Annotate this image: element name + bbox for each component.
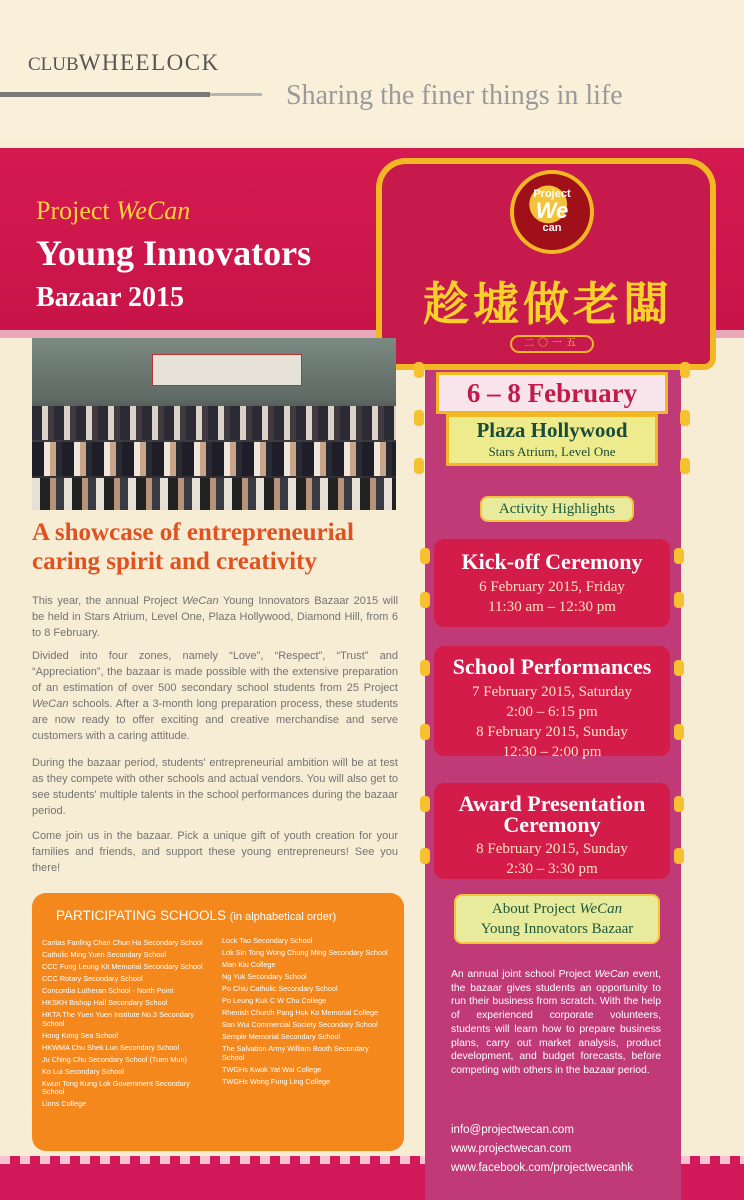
lamp-decoration: [414, 410, 424, 426]
event-time: 2:30 – 3:30 pm: [506, 861, 598, 877]
lamp-decoration: [674, 796, 684, 812]
chinese-title: 趁墟做老闆: [423, 277, 673, 331]
school-item: Kwun Tong Kung Lok Government Secondary School: [42, 1078, 190, 1096]
school-item: Man Kiu College: [222, 960, 276, 969]
school-item: Rhenish Church Pang Hok Ko Memorial College: [222, 1008, 379, 1017]
event-performances: [434, 646, 670, 760]
logo-we: We: [535, 198, 569, 223]
school-item: TWGHs Wong Fung Ling College: [222, 1076, 331, 1086]
project-prefix: Project: [36, 196, 117, 225]
lamp-decoration: [414, 458, 424, 474]
activity-highlights-label: Activity Highlights: [480, 496, 634, 522]
brand-wheelock: WHEELOCK: [78, 50, 220, 75]
school-item: Ju Ching Chu Secondary School (Tuen Mun): [42, 1054, 187, 1064]
project-label: [36, 196, 190, 226]
school-item: CCC Fung Leung Kit Memorial Secondary School: [42, 962, 203, 971]
school-item: Ko Lui Secondary School: [42, 1066, 124, 1076]
event-title: Award Presentation: [458, 791, 646, 816]
lamp-decoration: [680, 458, 690, 474]
school-item: Semple Memorial Secondary School: [222, 1032, 341, 1041]
schools-list-left: [42, 939, 210, 1112]
article-paragraph: During the bazaar period, students' entrepreneurial ambition will be at test as they compete with other schools and actual vendors. You will also get to see students' multiple talents in the school performances during the bazaar period.: [32, 757, 398, 817]
school-item: Ng Yuk Secondary School: [222, 972, 307, 981]
event-time: 11:30 am – 12:30 pm: [488, 599, 616, 615]
school-item: The Salvation Army William Booth Secondary School: [222, 1044, 369, 1062]
event-date: 8 February 2015, Sunday: [476, 724, 628, 740]
event-time: 2:00 – 6:15 pm: [506, 704, 598, 720]
about-name: WeCan: [579, 901, 623, 917]
lamp-decoration: [420, 660, 430, 676]
facebook-link[interactable]: www.facebook.com/projectwecanhk: [451, 1162, 634, 1174]
lamp-decoration: [420, 848, 430, 864]
school-item: Hong Kong Sea School: [42, 1030, 118, 1040]
schools-list-right: [222, 937, 392, 1090]
lamp-decoration: [674, 592, 684, 608]
header-rule: [0, 92, 210, 97]
school-item: Caritas Fanling Chan Chun Ha Secondary School: [42, 938, 203, 947]
about-text: An annual joint school Project WeCan event, the bazaar gives students an opportunity to run their business from scratch. With the help of experienced corporate volunteers, students will learn how to prepare business plans, carry out market analysis, product development, and budget forecasts, before competing with others in the bazaar period.: [451, 969, 661, 1076]
school-item: Lok Sin Tong Wong Chung Ming Secondary School: [222, 948, 388, 957]
email-link[interactable]: info@projectwecan.com: [451, 1124, 574, 1136]
venue-name: Plaza Hollywood: [476, 418, 628, 442]
group-photo: [32, 338, 396, 510]
event-title-cont: Ceremony: [503, 812, 601, 837]
school-item: HKSKH Bishop Hall Secondary School: [42, 998, 168, 1007]
article-headline: A showcase of entrepreneurial caring spirit and creativity: [32, 519, 354, 575]
about-label: [454, 894, 660, 944]
logo-can: can: [542, 222, 562, 234]
logo-top: Project: [533, 188, 571, 200]
lamp-decoration: [680, 362, 690, 378]
lamp-decoration: [420, 796, 430, 812]
website-link[interactable]: www.projectwecan.com: [451, 1143, 572, 1155]
event-dates: 6 – 8 February: [436, 372, 668, 414]
school-item: Catholic Ming Yuen Secondary School: [42, 950, 166, 959]
wecan-logo: [510, 170, 594, 254]
lamp-decoration: [420, 592, 430, 608]
event-date: 7 February 2015, Saturday: [472, 684, 632, 700]
event-title: Kick-off Ceremony: [461, 549, 643, 574]
school-item: Lions College: [42, 1099, 87, 1108]
about-prefix: About Project: [491, 901, 580, 917]
event-award: [434, 783, 670, 879]
title-line2: Bazaar 2015: [36, 282, 185, 313]
article-paragraph: Come join us in the bazaar. Pick a unique gift of youth creation for your families and friends, and support these young entrepreneurs! See you there!: [32, 830, 398, 874]
lamp-decoration: [414, 362, 424, 378]
tagline: Sharing the finer things in life: [286, 80, 623, 111]
lamp-decoration: [674, 660, 684, 676]
school-item: TWGHs Kwok Yat Wai College: [222, 1064, 322, 1074]
event-date: 6 February 2015, Friday: [479, 579, 625, 595]
event-date: 8 February 2015, Sunday: [476, 841, 628, 857]
article-paragraph: This year, the annual Project WeCan Young Innovators Bazaar 2015 will be held in Stars Atrium, Level One, Plaza Hollywood, Diamond Hill, from 6 to 8 February.: [32, 595, 399, 639]
club-wheelock-logo: [28, 50, 220, 76]
about-line2: Young Innovators Bazaar: [480, 921, 634, 937]
school-item: Concordia Lutheran School - North Point: [42, 986, 174, 995]
school-item: Po Leung Kuk C W Chu College: [222, 996, 327, 1005]
lamp-decoration: [420, 724, 430, 740]
school-item: Po Chiu Catholic Secondary School: [222, 984, 338, 993]
header-rule-light: [210, 93, 262, 96]
event-time: 12:30 – 2:00 pm: [502, 744, 602, 760]
event-title: School Performances: [452, 654, 652, 679]
lamp-decoration: [680, 410, 690, 426]
school-item: San Wui Commercial Society Secondary School: [222, 1020, 378, 1029]
lamp-decoration: [674, 848, 684, 864]
lamp-decoration: [674, 724, 684, 740]
schools-title: PARTICIPATING SCHOOLS (in alphabetical order): [56, 908, 337, 923]
article-paragraph: Divided into four zones, namely “Love”, “Respect”, “Trust” and “Appreciation”, the bazaar is made possible with the extensive preparation of an estimation of over 500 secondary school students from 25 Project WeCan schools. After a 3-month long preparation process, these students are now ready to offer exciting and creative merchandise and serve customers with a caring attitude.: [32, 650, 398, 742]
chinese-year: 二〇一五: [510, 335, 594, 353]
event-kickoff: [434, 539, 670, 627]
school-item: HKTA The Yuen Yuen Institute No.3 Secondary School: [42, 1010, 194, 1028]
lamp-decoration: [674, 548, 684, 564]
photo-banner: [152, 354, 302, 386]
school-item: HKWMA Chu Shek Lun Secondary School: [42, 1042, 180, 1052]
brand-club: CLUB: [28, 54, 79, 75]
project-name: WeCan: [116, 196, 191, 225]
title-line1: Young Innovators: [36, 233, 312, 273]
school-item: CCC Rotary Secondary School: [42, 974, 143, 983]
event-venue: [446, 414, 658, 466]
venue-detail: Stars Atrium, Level One: [488, 444, 616, 459]
school-item: Lock Tao Secondary School: [222, 936, 313, 945]
